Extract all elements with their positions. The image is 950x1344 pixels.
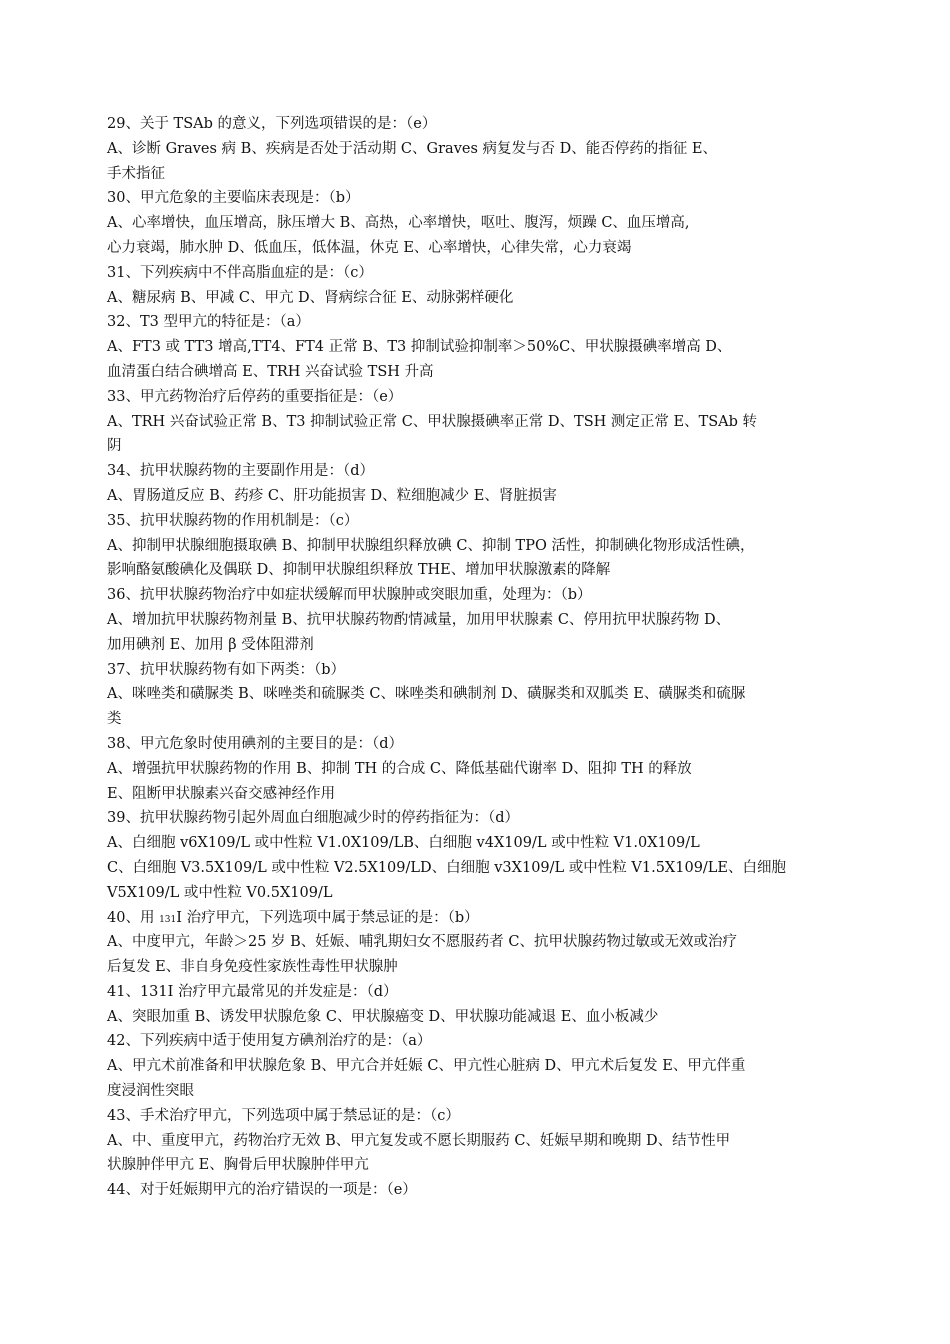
text-line: 类 bbox=[107, 711, 122, 728]
text-line: 阴 bbox=[107, 438, 122, 455]
text-segment: I 治疗甲亢，下列选项中属于禁忌证的是：（b） bbox=[176, 909, 479, 926]
text-line: A、心率增快，血压增高，脉压增大 B、高热，心率增快，呕吐、腹泻，烦躁 C、血压增高, bbox=[107, 215, 690, 232]
text-line: 状腺肿伴甲亢 E、胸骨后甲状腺肿伴甲亢 bbox=[107, 1157, 369, 1174]
text-line: 29、关于 TSAb 的意义，下列选项错误的是：（e） bbox=[107, 116, 437, 132]
document-page bbox=[107, 112, 852, 1203]
text-line: 37、抗甲状腺药物有如下两类：（b） bbox=[107, 661, 345, 678]
text-line: A、FT3 或 TT3 增高,TT4、FT4 正常 B、T3 抑制试验抑制率＞50%C、甲状腺摄碘率增高 D、 bbox=[107, 339, 732, 356]
text-line: A、中度甲亢，年龄＞25 岁 B、妊娠、哺乳期妇女不愿服药者 C、抗甲状腺药物过敏或无效或治疗 bbox=[107, 934, 737, 951]
question-40-line bbox=[107, 906, 852, 931]
text-line: V5X109/L 或中性粒 V0.5X109/L bbox=[107, 884, 333, 901]
text-line: A、抑制甲状腺细胞摄取碘 B、抑制甲状腺组织释放碘 C、抑制 TPO 活性，抑制碘化物形成活性碘， bbox=[107, 537, 755, 554]
text-line: 33、甲亢药物治疗后停药的重要指征是：（e） bbox=[107, 388, 403, 405]
text-line: 44、对于妊娠期甲亢的治疗错误的一项是：（e） bbox=[107, 1182, 417, 1199]
text-line: 血清蛋白结合碘增高 E、TRH 兴奋试验 TSH 升高 bbox=[107, 363, 434, 380]
text-line: A、增加抗甲状腺药物剂量 B、抗甲状腺药物酌情减量，加用甲状腺素 C、停用抗甲状腺药物 D、 bbox=[107, 611, 731, 628]
text-line: 后复发 E、非自身免疫性家族性毒性甲状腺肿 bbox=[107, 959, 398, 976]
text-line: 35、抗甲状腺药物的作用机制是：（c） bbox=[107, 512, 359, 529]
text-line: 42、下列疾病中适于使用复方碘剂治疗的是：（a） bbox=[107, 1033, 432, 1050]
text-line: E、阻断甲状腺素兴奋交感神经作用 bbox=[107, 785, 336, 802]
text-segment: 40、用 bbox=[107, 909, 160, 926]
text-line: A、突眼加重 B、诱发甲状腺危象 C、甲状腺癌变 D、甲状腺功能减退 E、血小板减少 bbox=[107, 1008, 659, 1025]
text-line: 31、下列疾病中不伴高脂血症的是：（c） bbox=[107, 264, 373, 281]
text-line: 度浸润性突眼 bbox=[107, 1083, 194, 1100]
text-line: A、中、重度甲亢，药物治疗无效 B、甲亢复发或不愿长期服药 C、妊娠早期和晚期 D、结节性甲 bbox=[107, 1132, 731, 1149]
text-line: 手术指征 bbox=[107, 165, 165, 182]
text-line: 影响酪氨酸碘化及偶联 D、抑制甲状腺组织释放 THE、增加甲状腺激素的降解 bbox=[107, 562, 611, 579]
text-line: 32、T3 型甲亢的特征是：（a） bbox=[107, 314, 310, 331]
text-line: A、咪唑类和磺脲类 B、咪唑类和硫脲类 C、咪唑类和碘制剂 D、磺脲类和双胍类 E、磺脲类和硫脲 bbox=[107, 686, 746, 703]
text-line: A、TRH 兴奋试验正常 B、T3 抑制试验正常 C、甲状腺摄碘率正常 D、TSH 测定正常 E、TSAb 转 bbox=[107, 413, 758, 430]
text-line: 加用碘剂 E、加用 β 受体阻滞剂 bbox=[107, 636, 314, 653]
text-line: 39、抗甲状腺药物引起外周血白细胞减少时的停药指征为：（d） bbox=[107, 810, 519, 827]
text-line: A、糖尿病 B、甲减 C、甲亢 D、肾病综合征 E、动脉粥样硬化 bbox=[107, 289, 514, 306]
text-line: 心力衰竭，肺水肿 D、低血压，低体温，休克 E、心率增快，心律失常，心力衰竭 bbox=[107, 239, 632, 256]
text-line: 43、手术治疗甲亢，下列选项中属于禁忌证的是：（c） bbox=[107, 1107, 460, 1124]
text-line: 34、抗甲状腺药物的主要副作用是：（d） bbox=[107, 463, 374, 480]
isotope-mass-number: 131 bbox=[159, 914, 177, 925]
text-line: A、白细胞 v6X109/L 或中性粒 V1.0X109/LB、白细胞 v4X109/L 或中性粒 V1.0X109/L bbox=[107, 835, 700, 852]
text-line: 30、甲亢危象的主要临床表现是：（b） bbox=[107, 190, 360, 207]
text-line: A、甲亢术前准备和甲状腺危象 B、甲亢合并妊娠 C、甲亢性心脏病 D、甲亢术后复发 E、甲亢伴重 bbox=[107, 1058, 746, 1075]
text-line: 38、甲亢危象时使用碘剂的主要目的是：（d） bbox=[107, 735, 403, 752]
text-line: C、白细胞 V3.5X109/L 或中性粒 V2.5X109/LD、白细胞 v3X109/L 或中性粒 V1.5X109/LE、白细胞 bbox=[107, 859, 787, 876]
text-line: A、诊断 Graves 病 B、疾病是否处于活动期 C、Graves 病复发与否 D、能否停药的指征 E、 bbox=[107, 140, 717, 157]
text-line: A、增强抗甲状腺药物的作用 B、抑制 TH 的合成 C、降低基础代谢率 D、阻抑 TH 的释放 bbox=[107, 760, 692, 777]
text-line: 41、131I 治疗甲亢最常见的并发症是：（d） bbox=[107, 983, 398, 1000]
text-line: 36、抗甲状腺药物治疗中如症状缓解而甲状腺肿或突眼加重，处理为：（b） bbox=[107, 587, 592, 604]
text-line: A、胃肠道反应 B、药疹 C、肝功能损害 D、粒细胞减少 E、肾脏损害 bbox=[107, 487, 557, 504]
